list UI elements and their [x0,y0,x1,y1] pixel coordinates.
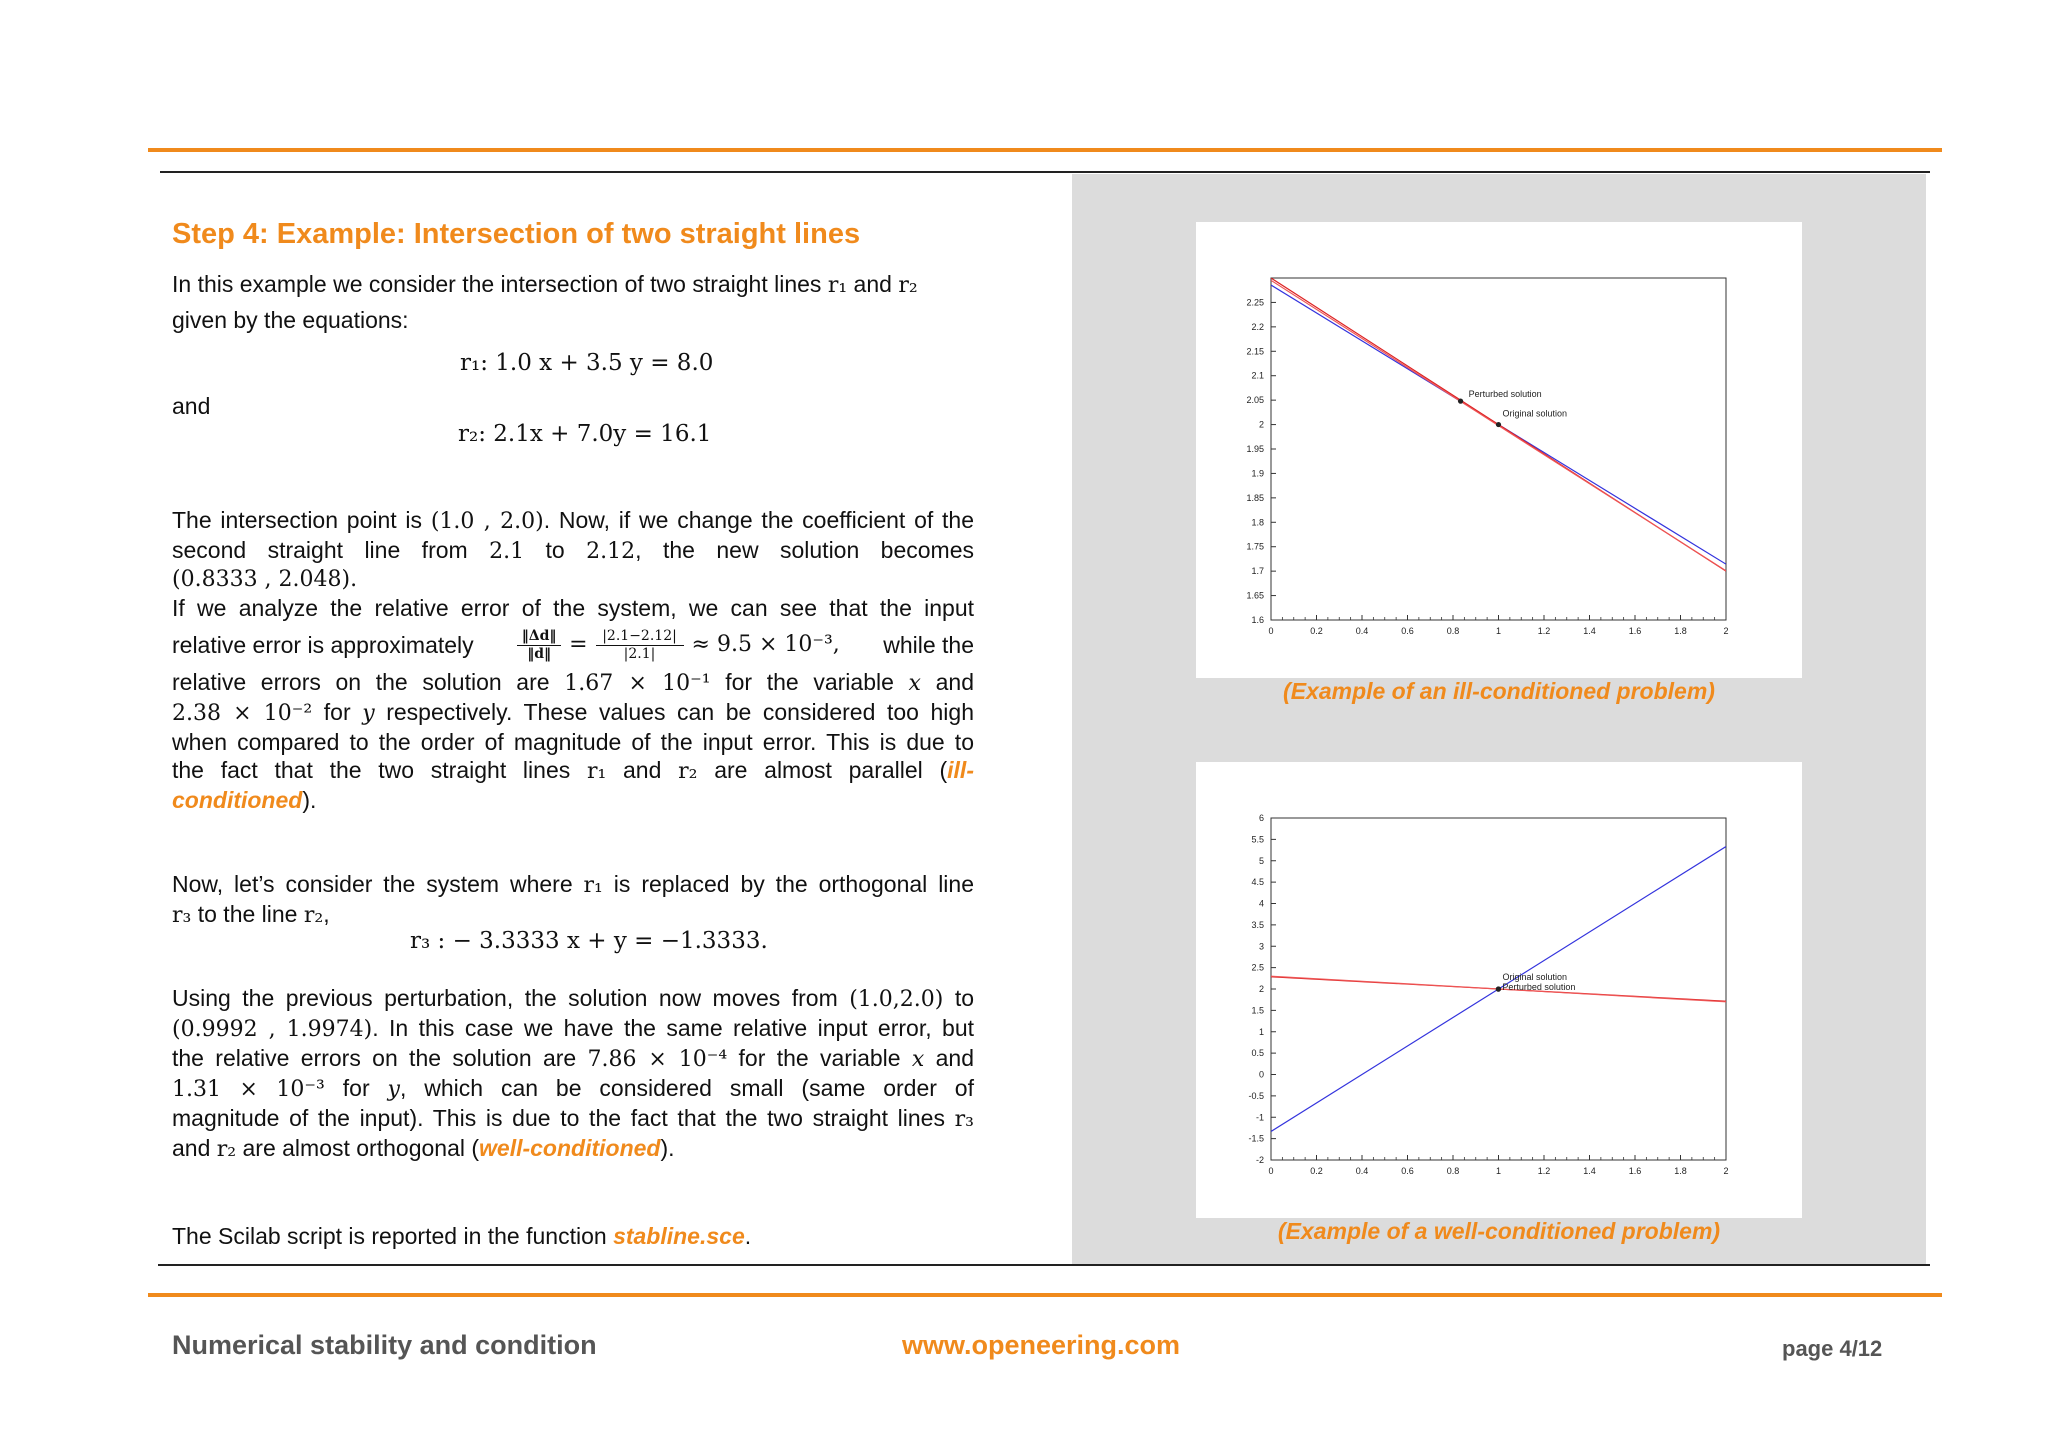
y-tick-label: 1.75 [1246,541,1264,552]
x-tick-label: 0.8 [1446,626,1460,636]
x-tick-label: 1.6 [1628,626,1642,636]
x-tick-label: 0.4 [1355,1166,1369,1176]
orthogonal-paragraph: Now, let’s consider the system where r₁ is replaced by the orthogonal line r₃ to the line r₂, [172,871,974,928]
x-tick-label: 1.6 [1628,1166,1642,1176]
header-rule [148,148,1942,152]
y-tick-label: 5 [1258,855,1264,866]
y-tick-label: 3.5 [1251,919,1264,930]
y-tick-label: 2.1 [1251,370,1264,381]
y-tick-label: 2 [1258,984,1264,994]
solution-point [1496,422,1501,427]
script-note: The Scilab script is reported in the function stabline.sce. [172,1223,752,1249]
x-tick-label: 2 [1723,626,1729,636]
well-conditioned-plot-box [1196,762,1802,1218]
y-tick-label: 1 [1258,1026,1264,1037]
y-tick-label: 1.85 [1246,492,1264,503]
y-tick-label: 1.65 [1246,590,1264,601]
y-tick-label: 1.6 [1251,615,1264,625]
y-tick-label: 2.25 [1246,297,1264,308]
solution-point [1496,987,1501,992]
y-tick-label: 0 [1258,1069,1264,1080]
y-tick-label: 1.95 [1246,444,1264,454]
x-tick-label: 0.2 [1310,1166,1323,1176]
top-divider [160,171,1930,173]
ill-conditioned-caption: (Example of an ill-conditioned problem) [1283,678,1715,704]
solution-label: Original solution [1502,972,1568,982]
ill-conditioned-paragraph: The intersection point is (1.0 , 2.0). Now, if we change the coefficient of the second straight line from 2.1 to 2.12, the new solution becomes (0.8333 , 2.048). If we analyze the relative error of the system, we can see that the input relative error is approximately ‖Δd‖ ‖d‖ = |2.1−2.12| |2.1| ≈ 9.5 × 10⁻³, while the relative errors on the solution are 1.67 × 10⁻¹ for the variable x and 2.38 × 10⁻² for y respectively. These values can be considered too high when compared to the order of magnitude of the input error. This is due to the fact that the two straight lines r₁ and r₂ are almost parallel (ill- conditioned). [172,507,975,813]
y-tick-label: 5.5 [1251,834,1264,845]
well-conditioned-paragraph: Using the previous perturbation, the solution now moves from (1.0,2.0) to (0.9992 , 1.9974). In this case we have the same relative input error, but the relative errors on the solution are 7.86 × 10⁻⁴ for the variable x and 1.31 × 10⁻³ for y, which can be considered small (same order of magnitude of the input). This is due to the fact that the two straight lines r₃ and r₂ are almost orthogonal (well-conditioned). [172,985,975,1162]
and-word: and [172,393,211,419]
x-tick-label: 0.6 [1401,626,1414,636]
y-tick-label: 3 [1258,941,1264,952]
y-tick-label: 1.5 [1251,1005,1264,1016]
y-tick-label: -2 [1255,1155,1264,1165]
solution-label: Perturbed solution [1468,389,1542,400]
x-tick-label: 1 [1495,626,1502,636]
ill-conditioned-plot-box [1196,222,1802,678]
solution-label: Perturbed solution [1502,982,1576,993]
x-tick-label: 0 [1268,1166,1274,1176]
ill-conditioned-chart [1196,222,1802,678]
y-tick-label: 4 [1258,898,1264,909]
well-conditioned-chart [1196,762,1802,1218]
equation-r1: r₁: 1.0 x + 3.5 y = 8.0 [460,350,714,376]
y-tick-label: 2.5 [1251,962,1264,973]
x-tick-label: 1.4 [1583,626,1596,636]
x-tick-label: 1.8 [1674,1166,1687,1176]
y-tick-label: 0.5 [1251,1048,1264,1059]
well-conditioned-caption: (Example of a well-conditioned problem) [1277,1218,1721,1244]
x-tick-label: 1 [1495,1166,1502,1176]
y-tick-label: -0.5 [1248,1090,1264,1101]
x-tick-label: 1.2 [1537,626,1551,636]
solution-label: Original solution [1502,408,1568,419]
x-tick-label: 1.2 [1537,1166,1551,1176]
page-number: page 4/12 [1782,1336,1883,1361]
bottom-divider [158,1264,1930,1266]
y-tick-label: -1 [1255,1112,1264,1123]
equation-r3: r₃ : − 3.3333 x + y = −1.3333. [410,928,768,954]
footer-rule [148,1293,1942,1297]
y-tick-label: 1.9 [1251,468,1264,479]
x-tick-label: 1.4 [1583,1166,1596,1176]
y-tick-label: 1.7 [1251,566,1264,577]
x-tick-label: 2 [1723,1166,1729,1176]
y-tick-label: 1.8 [1251,517,1264,528]
x-tick-label: 0.8 [1446,1166,1460,1176]
plot-frame [1271,278,1726,620]
equation-r2: r₂: 2.1x + 7.0y = 16.1 [458,421,712,447]
y-tick-label: 2.2 [1251,321,1264,332]
y-tick-label: 6 [1258,813,1264,823]
x-tick-label: 0.2 [1310,626,1323,636]
section-title: Step 4: Example: Intersection of two straight lines [172,218,861,250]
x-tick-label: 0 [1268,626,1274,636]
intro-paragraph: In this example we consider the intersection of two straight lines r₁ and r₂ given by the equations: [172,271,918,333]
script-filename: stabline.sce [613,1223,745,1249]
footer-title: Numerical stability and condition [172,1330,597,1360]
y-tick-label: 2.15 [1246,346,1264,357]
y-tick-label: 2 [1258,419,1264,430]
y-tick-label: -1.5 [1248,1133,1264,1144]
x-tick-label: 0.6 [1401,1166,1414,1176]
x-tick-label: 1.8 [1674,626,1687,636]
footer-website-link[interactable]: www.openeering.com [902,1330,1181,1360]
x-tick-label: 0.4 [1355,626,1369,636]
y-tick-label: 2.05 [1246,395,1264,406]
solution-point [1458,399,1463,404]
y-tick-label: 4.5 [1251,877,1264,888]
